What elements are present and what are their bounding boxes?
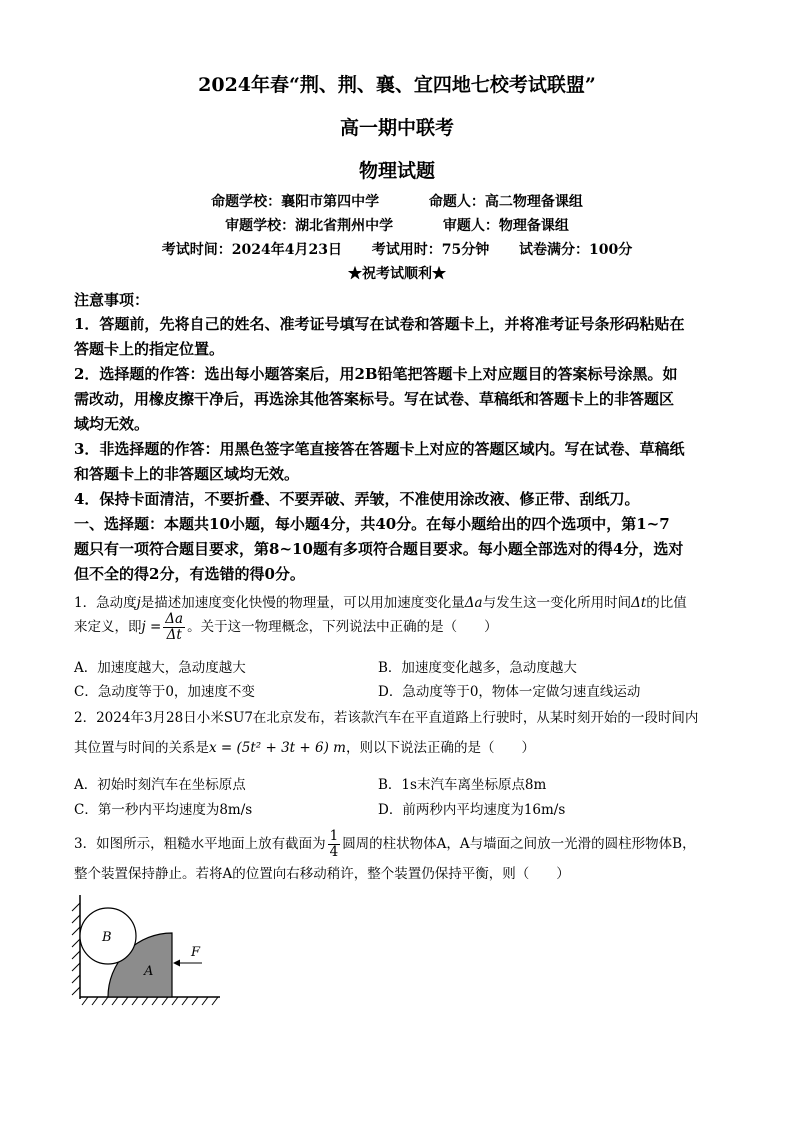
force-f-arrowhead <box>173 960 180 967</box>
note-3-line-2: 和答题卡上的非答题区域均无效。 <box>74 465 300 483</box>
q3-stem-line-2: 整个装置保持静止。若将A的位置向右移动稍许，整个装置仍保持平衡，则（ ） <box>74 866 570 882</box>
position-formula: x = (5t² + 3t + 6) m <box>209 740 346 756</box>
q2-option-a: A．初始时刻汽车在坐标原点 <box>74 777 246 793</box>
review-school: 审题学校：湖北省荆州中学 <box>225 218 394 234</box>
notes-heading: 注意事项： <box>74 291 150 309</box>
note-1-line-2: 答题卡上的指定位置。 <box>74 340 225 358</box>
wall <box>72 895 80 999</box>
meta-line-3 <box>0 239 794 259</box>
quarter-fraction: $\frac{1}{4}$ <box>329 828 339 860</box>
label-a: A <box>144 964 154 979</box>
exam-title: 2024年春“荆、荆、襄、宜四地七校考试联盟” <box>198 74 596 96</box>
q3-stem-line-1: 3．如图所示，粗糙水平地面上放有截面为 $\frac{1}{4}$ 圆周的柱状物体A，A与墙面之间放一光滑的圆柱形物体B， <box>74 828 696 860</box>
q2-stem-line-2: 其位置与时间的关系是x = (5t² + 3t + 6) m，则以下说法正确的是（ ） <box>74 740 535 756</box>
q1-stem-line-2: 来定义，即j = $\frac{\Delta a}{\Delta t}$ 。关于这一物理概念，下列说法中正确的是（ ） <box>74 611 498 643</box>
note-4: 4．保持卡面清洁，不要折叠、不要弄破、弄皱，不准使用涂改液、修正带、刮纸刀。 <box>74 490 640 508</box>
section-1-line-3: 但不全的得2分，有选错的得0分。 <box>74 565 305 583</box>
jerk-equation-lhs: j = <box>141 619 162 635</box>
section-1-line-1: 一、选择题：本题共10小题，每小题4分，共40分。在每小题给出的四个选项中，第1~7 <box>74 515 670 533</box>
setting-author: 命题人：高二物理备课组 <box>428 194 583 210</box>
q2-stem-line-1: 2．2024年3月28日小米SU7在北京发布，若该款汽车在平直道路上行驶时，从某时刻开始的一段时间内 <box>74 710 699 726</box>
jerk-symbol: j <box>136 595 141 611</box>
q2-option-c: C．第一秒内平均速度为8m/s <box>74 802 253 818</box>
note-2-line-1: 2．选择题的作答：选出每小题答案后，用2B铅笔把答题卡上对应题目的答案标号涂黑。如 <box>74 365 678 383</box>
exam-subtitle: 高一期中联考 <box>339 117 454 139</box>
meta-line-1 <box>0 191 794 211</box>
section-1-line-2: 题只有一项符合题目要求，第8~10题有多项符合题目要求。每小题全部选对的得4分，选对 <box>74 540 684 558</box>
exam-date: 考试时间：2024年4月23日 <box>161 242 342 258</box>
good-luck-wish: ★祝考试顺利★ <box>348 266 446 282</box>
q1-option-b: B．加速度变化越多，急动度越大 <box>378 660 577 676</box>
exam-duration: 考试用时：75分钟 <box>371 242 490 258</box>
note-1-line-1: 1．答题前，先将自己的姓名、准考证号填写在试卷和答题卡上，并将准考证号条形码粘贴在 <box>74 315 685 333</box>
meta-line-2 <box>0 215 794 235</box>
q1-stem-line-1: 1．急动度j是描述加速度变化快慢的物理量，可以用加速度变化量Δa与发生这一变化所用时间Δt的比值 <box>74 595 687 611</box>
q1-option-d: D．急动度等于0，物体一定做匀速直线运动 <box>378 684 641 700</box>
jerk-fraction: $\frac{\Delta a}{\Delta t}$ <box>165 611 184 643</box>
ground <box>80 997 220 1005</box>
label-b: B <box>102 930 112 945</box>
setting-school: 命题学校：襄阳市第四中学 <box>211 194 380 210</box>
q1-option-a: A．加速度越大，急动度越大 <box>74 660 246 676</box>
note-3-line-1: 3．非选择题的作答：用黑色签字笔直接答在答题卡上对应的答题区域内。写在试卷、草稿纸 <box>74 440 685 458</box>
label-f: F <box>191 945 201 960</box>
q2-option-b: B．1s末汽车离坐标原点8m <box>378 777 547 793</box>
q2-option-d: D．前两秒内平均速度为16m/s <box>378 802 566 818</box>
q1-option-c: C．急动度等于0，加速度不变 <box>74 684 255 700</box>
note-2-line-2: 需改动，用橡皮擦干净后，再选涂其他答案标号。写在试卷、草稿纸和答题卡上的非答题区 <box>74 390 675 408</box>
full-score: 试卷满分：100分 <box>518 242 633 258</box>
exam-subject: 物理试题 <box>358 160 435 182</box>
note-2-line-3: 域均无效。 <box>74 415 150 433</box>
reviewer: 审题人：物理备课组 <box>442 218 569 234</box>
q3-figure <box>70 893 230 1008</box>
